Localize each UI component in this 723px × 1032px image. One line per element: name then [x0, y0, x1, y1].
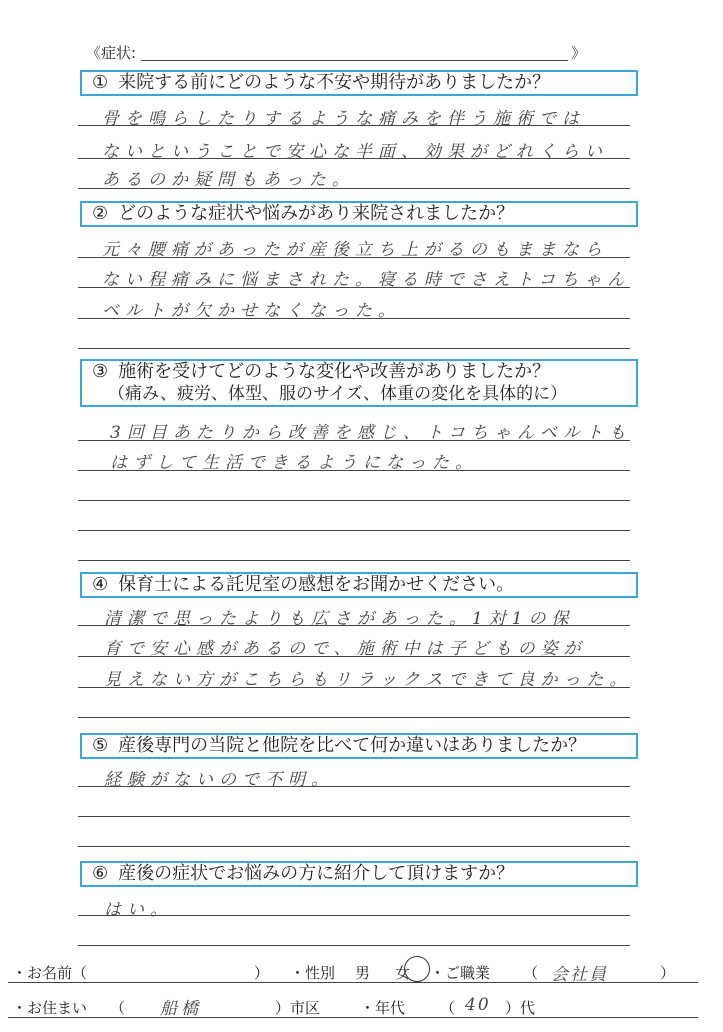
question-2-text: どのような症状や悩みがあり来院されましたか？	[118, 203, 515, 224]
address-open: （	[110, 999, 126, 1017]
answer-3-line-2: はずして生活できるようになった。	[110, 453, 478, 473]
question-5-box	[80, 733, 638, 759]
answer-6-line-1: はい。	[104, 900, 173, 920]
answer-rule	[78, 560, 630, 561]
answer-1-line-2: ないということで安心な半面、効果がどれくらい	[102, 142, 608, 162]
answer-4-line-2: 育で安心感があるので、施術中は子どもの姿が	[104, 639, 587, 659]
answer-rule	[78, 440, 630, 441]
answer-3-line-1: 3回目あたりから改善を感じ、トコちゃんベルトも	[110, 423, 632, 443]
question-5-number: ⑤	[92, 735, 109, 756]
answer-rule	[78, 816, 630, 817]
answer-rule	[78, 125, 630, 126]
symptom-header	[86, 42, 586, 60]
answer-1-line-3: あるのか疑問もあった。	[102, 170, 355, 190]
answer-rule	[78, 915, 630, 916]
answer-rule	[78, 786, 630, 787]
question-1-box	[80, 70, 638, 96]
answer-4-line-3: 見えない方がこちらもリラックスできて良かった。	[104, 670, 633, 690]
job-open: （	[523, 964, 539, 982]
question-4-number: ④	[92, 574, 109, 595]
question-5-text: 産後専門の当院と他院を比べて何か違いはありましたか？	[118, 735, 587, 756]
answer-rule	[78, 687, 630, 688]
question-3-box	[80, 359, 638, 407]
gender-female[interactable]: 女	[395, 964, 411, 982]
question-3-subtext: （痛み、疲労、体型、服のサイズ、体重の変化を具体的に）	[108, 384, 568, 404]
age-label: ・年代	[360, 999, 406, 1017]
job-value: 会社員	[551, 965, 608, 985]
answer-rule	[78, 470, 630, 471]
address-close: ）市区	[275, 999, 321, 1017]
question-2-number: ②	[92, 203, 109, 224]
job-label: ・ご職業	[430, 964, 491, 982]
footer-line	[8, 1017, 698, 1018]
answer-rule	[78, 318, 630, 319]
question-1-text: 来院する前にどのような不安や期待がありましたか？	[118, 72, 551, 93]
answer-rule	[78, 500, 630, 501]
answer-2-line-3: ベルトが欠かせなくなった。	[102, 301, 401, 321]
answer-2-line-2: ない程痛みに悩まされた。寝る時でさえトコちゃん	[102, 270, 631, 290]
question-2-box	[80, 201, 638, 227]
symptom-header-label: 《症状:	[86, 44, 137, 62]
question-6-text: 産後の症状でお悩みの方に紹介して頂けますか？	[118, 863, 515, 884]
question-3-text: 施術を受けてどのような変化や改善がありましたか？	[118, 361, 551, 382]
answer-4-line-1: 清潔で思ったよりも広さがあった。1対1の保	[104, 609, 575, 629]
answer-rule	[78, 625, 630, 626]
age-value: 40	[465, 995, 491, 1015]
address-label: ・お住まい	[12, 999, 88, 1017]
answer-rule	[78, 846, 630, 847]
answer-rule	[78, 717, 630, 718]
answer-5-line-1: 経験がないので不明。	[104, 770, 334, 790]
gender-label: ・性別	[290, 964, 336, 982]
gender-male[interactable]: 男	[355, 964, 371, 982]
answer-rule	[78, 287, 630, 288]
job-close: ）	[660, 964, 676, 982]
answer-rule	[78, 158, 630, 159]
answer-rule	[78, 257, 630, 258]
question-1-number: ①	[92, 72, 109, 93]
age-open: （	[440, 999, 456, 1017]
answer-rule	[78, 945, 630, 946]
answer-rule	[78, 656, 630, 657]
question-4-box	[80, 572, 638, 598]
name-label: ・お名前（	[12, 964, 88, 982]
question-4-text: 保育士による託児室の感想をお聞かせください。	[118, 574, 515, 595]
answer-rule	[78, 348, 630, 349]
name-close: ）	[254, 964, 270, 982]
answer-rule	[78, 188, 630, 189]
address-value: 船橋	[160, 999, 202, 1019]
question-3-number: ③	[92, 361, 109, 382]
gender-selected-circle	[404, 956, 430, 982]
symptom-header-line	[141, 60, 568, 61]
answer-rule	[78, 530, 630, 531]
answer-2-line-1: 元々腰痛があったが産後立ち上がるのもままなら	[102, 240, 608, 260]
answer-1-line-1: 骨を鳴らしたりするような痛みを伴う施術では	[102, 109, 585, 129]
symptom-header-close: 》	[570, 44, 586, 62]
age-close: ）代	[505, 999, 536, 1017]
question-6-box	[80, 861, 638, 887]
question-6-number: ⑥	[92, 863, 109, 884]
